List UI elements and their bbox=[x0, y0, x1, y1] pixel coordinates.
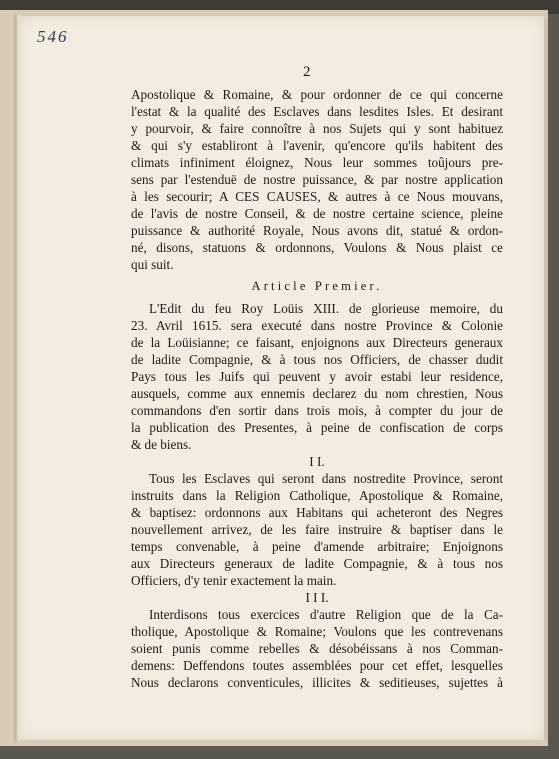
text-line: l'estat & la qualité des Esclaves dans lesdites Isles. Et desirant bbox=[131, 104, 503, 119]
body-text bbox=[131, 86, 503, 691]
article-number: I I I. bbox=[305, 590, 329, 605]
text-line: la publication des Presentes, à peine de confiscation de corps bbox=[131, 420, 503, 435]
text-line: 23. Avril 1615. sera executé dans nostre Province & Colonie bbox=[131, 318, 503, 333]
text-line: tholique, Apostolique & Romaine; Voulons que les contrevenans bbox=[131, 624, 503, 639]
text-line: Interdisons tous exercices d'autre Religion que de la Ca- bbox=[149, 607, 503, 622]
text-line: sens par l'estenduë de nostre puissance, & par nostre application bbox=[131, 172, 503, 187]
text-line: de ladite Compagnie, & à tous nos Officiers, de chasser dudit bbox=[131, 352, 503, 367]
text-line: Nous declarons conventicules, illicites & seditieuses, sujettes à bbox=[131, 675, 503, 690]
text-line: & de biens. bbox=[131, 437, 192, 452]
handwritten-folio-number: 546 bbox=[37, 27, 69, 46]
text-line: demens: Deffendons toutes assemblées pour cet effet, lesquelles bbox=[131, 658, 503, 673]
text-line: & qui s'y establiront à l'avenir, qu'encore qu'ils habitent des bbox=[131, 138, 503, 153]
text-line: aux Directeurs generaux de ladite Compagnie, & à tous nos bbox=[131, 556, 503, 571]
text-line: nouvellement arrivez, de les faire instruire & baptiser dans le bbox=[131, 522, 503, 537]
text-line: instruits dans la Religion Catholique, Apostolique & Romaine, bbox=[131, 488, 503, 503]
text-line: à les secourir; A CES CAUSES, & autres à ce Nous mouvans, bbox=[131, 189, 503, 204]
text-line: & baptisez: ordonnons aux Habitans qui acheteront des Negres bbox=[131, 505, 503, 520]
page-edge bbox=[544, 18, 548, 740]
text-line: de l'avis de nostre Conseil, & de nostre certaine science, pleine bbox=[131, 206, 503, 221]
text-line: Tous les Esclaves qui seront dans nostredite Province, seront bbox=[149, 471, 503, 486]
text-line: Officiers, d'y tenir exactement la main. bbox=[131, 573, 337, 588]
page-number: 2 bbox=[303, 64, 311, 80]
text-line: commandons d'en sortir dans trois mois, à compter du jour de bbox=[131, 403, 503, 418]
article-number: I I. bbox=[309, 454, 325, 469]
article-heading: Article Premier. bbox=[251, 279, 383, 293]
text-line: temps convenable, à peine d'amende arbitraire; Enjoignons bbox=[131, 539, 503, 554]
text-line: Apostolique & Romaine, & pour ordonner de ce qui concerne bbox=[131, 87, 503, 102]
text-line: de la Loüisianne; ce faisant, enjoignons aux Directeurs generaux bbox=[131, 335, 503, 350]
text-line: y pourvoir, & faire connoître à nos Sujets qui y sont habituez bbox=[131, 121, 503, 136]
text-line: Pays tous les Juifs qui peuvent y avoir estabi leur residence, bbox=[131, 369, 503, 384]
text-line: qui suit. bbox=[131, 257, 174, 272]
text-line: climats infiniment éloignez, Nous leur sommes toûjours pre- bbox=[131, 155, 503, 170]
text-line: né, disons, statuons & ordonnons, Voulons & Nous plaist ce bbox=[131, 240, 503, 255]
text-line: L'Edit du feu Roy Loüis XIII. de glorieuse memoire, du bbox=[149, 301, 503, 316]
text-line: soient punis comme rebelles & désobéissans à nos Comman- bbox=[131, 641, 503, 656]
text-line: ausquels, comme aux ennemis declarez du nom chrestien, Nous bbox=[131, 386, 503, 401]
text-line: puissance & authorité Royale, Nous avons dit, statué & ordon- bbox=[131, 223, 503, 238]
